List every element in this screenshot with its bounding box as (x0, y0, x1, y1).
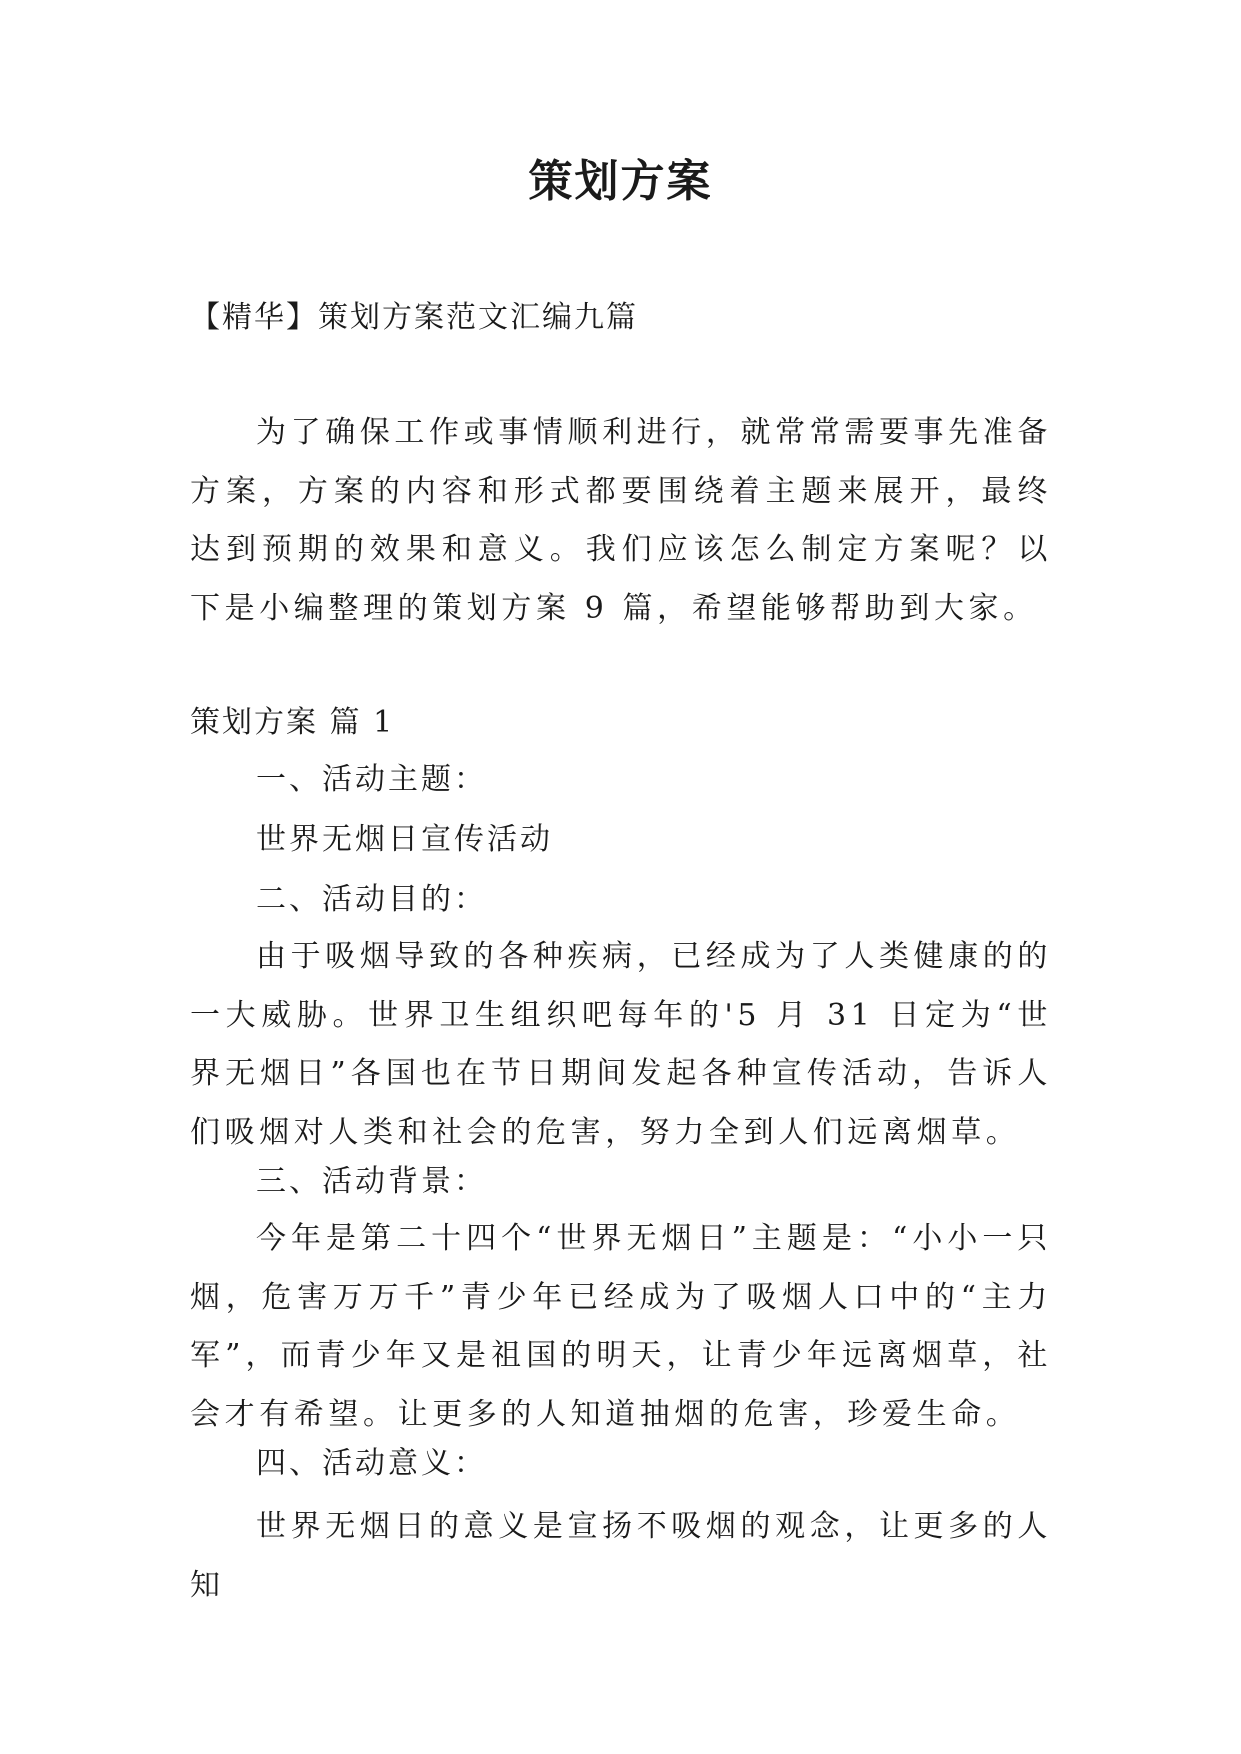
heading-activity-purpose: 二、活动目的： (256, 882, 487, 917)
section-label: 策划方案 篇 1 (190, 705, 395, 740)
activity-significance-paragraph: 世界无烟日的意义是宣扬不吸烟的观念，让更多的人知 (190, 1509, 1052, 1603)
heading-activity-significance: 四、活动意义： (256, 1446, 487, 1481)
document-title: 策划方案 (528, 156, 713, 207)
heading-activity-background: 三、活动背景： (256, 1164, 487, 1199)
activity-theme-text: 世界无烟日宣传活动 (256, 822, 553, 857)
intro-paragraph: 为了确保工作或事情顺利进行，就常常需要事先准备方案，方案的内容和形式都要围绕着主题来展开，最终达到预期的效果和意义。我们应该怎么制定方案呢？以下是小编整理的策划方案 9 篇，希望能够帮助到大家。 (190, 415, 1052, 626)
activity-background-paragraph: 今年是第二十四个“世界无烟日”主题是：“小小一只烟，危害万万千”青少年已经成为了吸烟人口中的“主力军”，而青少年又是祖国的明天，让青少年远离烟草，社会才有希望。让更多的人知道抽烟的危害，珍爱生命。 (190, 1221, 1052, 1432)
heading-activity-theme: 一、活动主题： (256, 762, 487, 797)
activity-purpose-paragraph: 由于吸烟导致的各种疾病，已经成为了人类健康的的一大威胁。世界卫生组织吧每年的'5 月 31 日定为“世界无烟日”各国也在节日期间发起各种宣传活动，告诉人们吸烟对人类和社会的危害，努力全到人们远离烟草。 (190, 939, 1052, 1150)
document-subtitle: 【精华】策划方案范文汇编九篇 (190, 300, 638, 335)
